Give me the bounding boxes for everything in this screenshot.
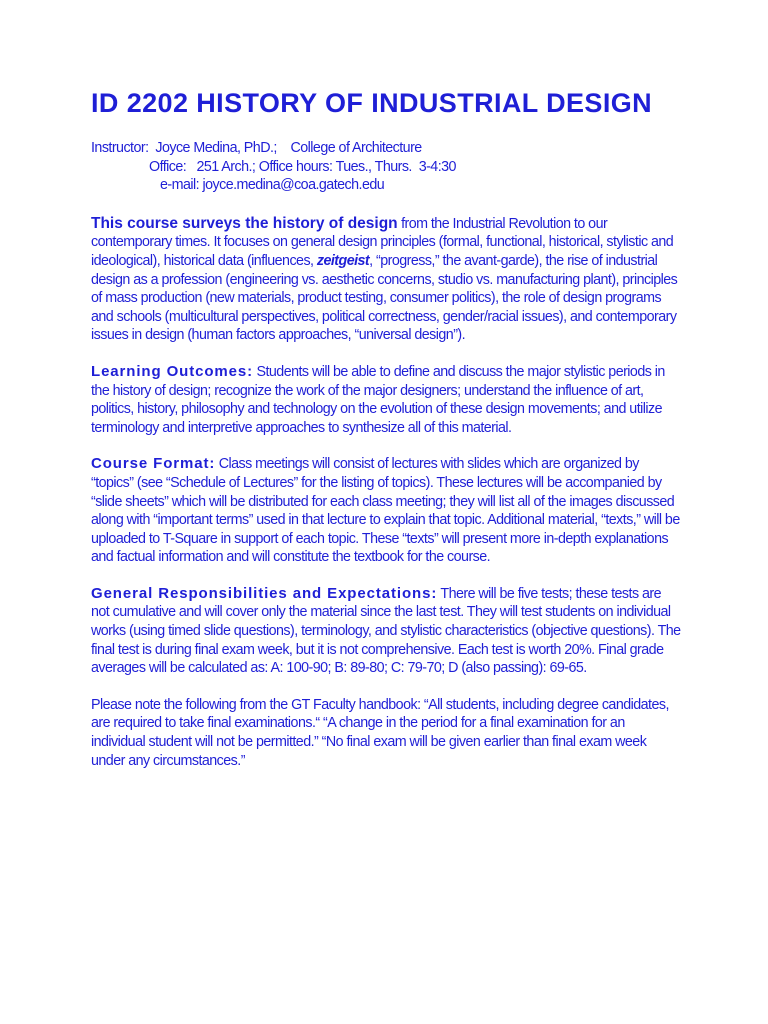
course-format-text: Class meetings will consist of lectures with slides which are organized by “topics” (see “Schedule of Lectures” for the listing of topics). These lectures will be accompanied by “slide sheets” which will be distributed for each class meeting; they will list all of the images discussed along with “important terms” used in that lecture to explain that topic. Additional material, “texts,” will be uploaded to T-Square in support of each topic. These “texts” will present more in-depth explanations and factual information and will constitute the textbook for the course. [91,456,680,566]
zeitgeist-term: zeitgeist [316,252,370,269]
course-survey-paragraph [91,215,681,345]
instructor-info [91,139,681,195]
email-line: e-mail: joyce.medina@coa.gatech.edu [160,177,385,194]
course-survey-lead: This course surveys the history of design [91,214,398,232]
handbook-note-paragraph: Please note the following from the GT Faculty handbook: “All students, including degree candidates, are required to take final examinations.“ “A change in the period for a final examination for an individual student will not be permitted.” “No final exam will be given earlier than final exam week under any circumstances.” [91,696,669,769]
responsibilities-paragraph [91,585,681,678]
course-format-paragraph [91,455,681,567]
responsibilities-text: There will be five tests; these tests are not cumulative and will cover only the material since the last test. They will test students on individual works (using timed slide questions), terminology, and stylistic characteristics (objective questions). The final test is during final exam week, but it is not comprehensive. Each test is worth 20%. Final grade averages will be calculated as: A: 100-90; B: 89-80; C: 79-70; D (also passing): 69-65. [91,585,681,677]
page-title: ID 2202 HISTORY OF INDUSTRIAL DESIGN [91,88,653,118]
instructor-line: Instructor: Joyce Medina, PhD.; College of Architecture [91,140,422,156]
course-format-heading: Course Format: [91,455,216,473]
course-survey-text-b: , “progress,” the avant-garde), the rise of industrial design as a profession (engineering vs. aesthetic concerns, studio vs. manufacturing plant), principles of mass production (new materials, product testing, consumer politics), the role of design programs and schools (multicultural perspectives, political correctness, gender/racial issues), and contemporary issues in design (human factors approaches, “universal design”). [91,252,678,344]
office-line: Office: 251 Arch.; Office hours: Tues., Thurs. 3-4:30 [149,158,456,175]
learning-outcomes-heading: Learning Outcomes: [91,362,254,380]
learning-outcomes-text: Students will be able to define and discuss the major stylistic periods in the history of design; recognize the work of the major designers; understand the influence of art, politics, history, philosophy and technology on the evolution of these design movements; and utilize terminology and interpretive approaches to synthesize all of this material. [91,363,665,436]
learning-outcomes-paragraph [91,363,681,437]
course-survey-text-a: from the Industrial Revolution to our contemporary times. It focuses on general design principles (formal, functional, historical, stylistic and ideological), historical data (influences, [91,215,674,269]
syllabus-page [91,88,681,788]
responsibilities-heading: General Responsibilities and Expectations: [91,584,438,602]
